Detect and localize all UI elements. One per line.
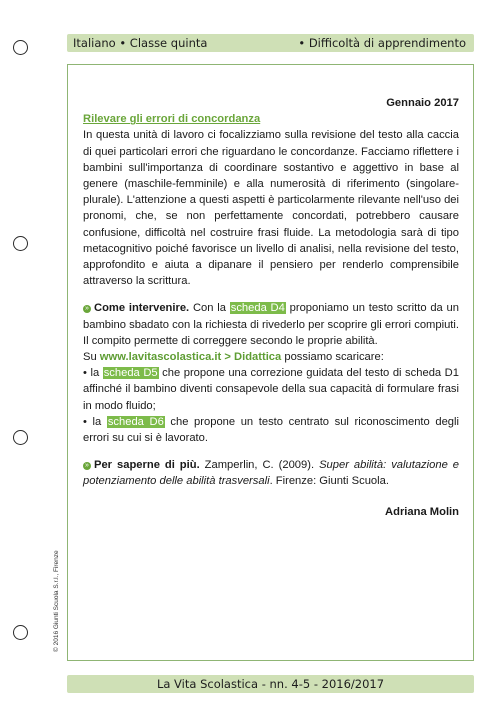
item-pre: • la [83, 415, 107, 428]
binder-hole-4 [13, 625, 28, 640]
scheda-d5-link[interactable]: scheda D5 [103, 367, 158, 380]
page-footer: La Vita Scolastica - nn. 4-5 - 2016/2017 [67, 675, 474, 693]
list-item [83, 414, 459, 446]
how-post: proponiamo un testo scritto da un bambino sbadato con la richiesta di rivederlo per scoprire gli errori compiuti. Il compito permette di correggere secondo le proprie abilità. [83, 302, 459, 347]
article [83, 95, 459, 520]
header-topic: • Difficoltà di apprendimento [298, 36, 466, 50]
website-link[interactable]: www.lavitascolastica.it > Didattica [99, 351, 282, 364]
binder-hole-1 [13, 40, 28, 55]
binder-hole-3 [13, 430, 28, 445]
binder-hole-2 [13, 236, 28, 251]
download-line [83, 349, 459, 365]
page-header [67, 34, 474, 52]
list-item [83, 365, 459, 414]
header-subject: Italiano • Classe quinta [73, 36, 208, 50]
item-post: che propone un testo centrato sul riconoscimento degli errori su cui si è lavorato. [83, 415, 459, 445]
copyright-note: © 2016 Giunti Scuola S.r.l., Firenze [53, 550, 60, 652]
scheda-d6-link[interactable]: scheda D6 [107, 415, 164, 428]
how-lead: Come intervenire. [94, 302, 190, 315]
article-author: Adriana Molin [385, 505, 459, 518]
download-post: possiamo scaricare: [281, 351, 384, 364]
issue-date: Gennaio 2017 [386, 97, 459, 109]
how-paragraph [83, 300, 459, 349]
item-pre: • la [83, 367, 103, 380]
download-pre: Su [83, 351, 100, 364]
item-post: che propone una correzione guidata del testo di scheda D1 affinché il bambino diventi consapevole della sua capacità di formulare frasi in modo fluido; [83, 367, 459, 412]
scheda-d4-link[interactable]: scheda D4 [230, 302, 285, 315]
how-pre: Con la [189, 302, 230, 315]
more-paragraph [83, 457, 459, 489]
arrow-bullet-icon: » [83, 305, 91, 313]
arrow-bullet-icon: » [83, 462, 91, 470]
more-authors: Zamperlin, C. (2009). [199, 459, 320, 472]
more-publisher: . Firenze: Giunti Scuola. [269, 475, 389, 488]
more-book-title: Super abilità: valutazione e potenziamento delle abilità trasversali [83, 459, 459, 488]
more-lead: Per saperne di più. [94, 459, 200, 472]
intro-paragraph: In questa unità di lavoro ci focalizziamo sulla revisione del testo alla caccia di quei particolari errori che riguardano le concordanze. Facciamo riflettere i bambini sull'importanza di coordinare sostantivo e aggettivo in base al genere (maschile-femminile) e alla numerosità di riferimento (singolare-plurale). L'attenzione a questi aspetti è particolarmente rilevante nell'uso dei pronomi, che, se non perfettamente concordati, potrebbero causare confusione, difficoltà nel costruire frasi fluide. La metodologia sarà di tipo metacognitivo poiché favorisce un livello di analisi, nella revisione del testo, approfondito e aiuta a dipanare il pensiero per renderlo comprensibile attraverso la scrittura. [83, 129, 459, 288]
section-title: Rilevare gli errori di concordanza [83, 113, 261, 126]
